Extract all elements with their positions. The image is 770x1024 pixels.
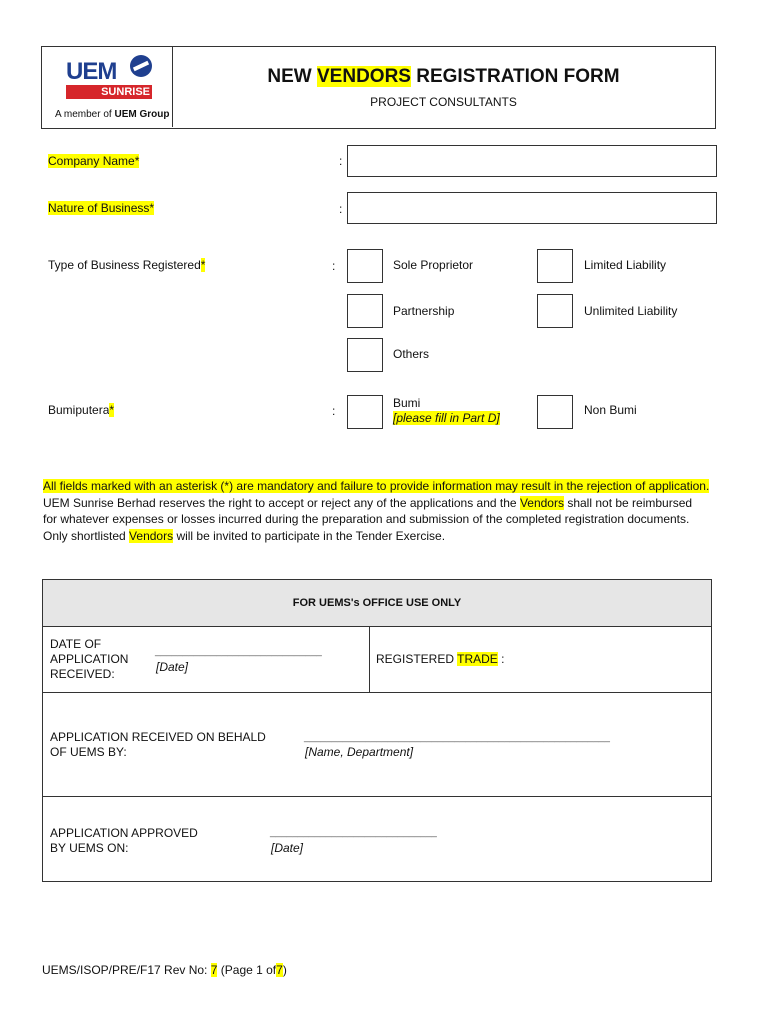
non-bumi-checkbox[interactable] [537, 395, 573, 429]
note-line-3: for whatever expenses or losses incurred during the preparation and submission of the completed registration documents. [43, 512, 690, 526]
company-name-field[interactable] [347, 145, 717, 177]
logo-brand: UEM [66, 58, 117, 85]
company-name-colon: : [339, 154, 343, 168]
nature-of-business-label: Nature of Business* [48, 201, 155, 215]
office-use-table [42, 579, 712, 882]
date-received-hint: [Date] [156, 660, 189, 674]
business-type-colon: : [332, 259, 336, 273]
unlimited-liability-checkbox[interactable] [537, 294, 573, 328]
logo [42, 47, 173, 127]
page-title: NEW VENDORS REGISTRATION FORM [267, 66, 620, 87]
received-by-hint: [Name, Department] [305, 745, 414, 759]
approved-on-label: APPLICATION APPROVED BY UEMS ON: [50, 826, 198, 855]
others-label: Others [393, 347, 430, 361]
logo-globe-icon [130, 55, 152, 77]
office-use-header: FOR UEMS's OFFICE USE ONLY [43, 580, 711, 627]
bumiputera-label: Bumiputera* [48, 403, 115, 417]
logo-sub: SUNRISE [66, 85, 152, 99]
registered-trade-label: REGISTERED TRADE : [376, 652, 505, 666]
row1-divider [369, 626, 370, 692]
partnership-checkbox[interactable] [347, 294, 383, 328]
page-footer: UEMS/ISOP/PRE/F17 Rev No: 7 (Page 1 of7) [42, 963, 287, 977]
partnership-label: Partnership [393, 304, 455, 318]
note-line-2: UEM Sunrise Berhad reserves the right to accept or reject any of the applications and the Vendors shall not be reimbursed [43, 495, 693, 510]
notes [43, 478, 733, 544]
bumi-note: [please fill in Part D] [393, 411, 500, 425]
logo-tagline: A member of UEM Group [55, 109, 170, 120]
date-received-label: DATE OF APPLICATION RECEIVED: [50, 637, 129, 681]
note-line-4: Only shortlisted Vendors will be invited to participate in the Tender Exercise. [43, 528, 446, 543]
received-by-label: APPLICATION RECEIVED ON BEHALD OF UEMS BY: [50, 730, 266, 759]
company-name-label: Company Name* [48, 154, 140, 168]
bumi-checkbox[interactable] [347, 395, 383, 429]
nature-of-business-colon: : [339, 202, 343, 216]
approved-on-hint: [Date] [271, 841, 304, 855]
bumi-label: Bumi [393, 396, 421, 410]
row1-bottom-border [43, 692, 711, 693]
business-type-label: Type of Business Registered* [48, 258, 206, 272]
sole-proprietor-label: Sole Proprietor [393, 258, 474, 272]
approved-on-line[interactable]: ______________________________ [270, 827, 437, 838]
date-received-line[interactable]: ______________________________ [155, 646, 322, 657]
limited-liability-checkbox[interactable] [537, 249, 573, 283]
limited-liability-label: Limited Liability [584, 258, 667, 272]
sole-proprietor-checkbox[interactable] [347, 249, 383, 283]
unlimited-liability-label: Unlimited Liability [584, 304, 678, 318]
mandatory-note: All fields marked with an asterisk (*) are mandatory and failure to provide information may result in the rejection of application. [43, 479, 710, 493]
nature-of-business-field[interactable] [347, 192, 717, 224]
header-box [41, 46, 716, 129]
received-by-line[interactable]: _______________________________________________________ [304, 732, 610, 743]
bumiputera-colon: : [332, 404, 336, 418]
row2-bottom-border [43, 796, 711, 797]
others-checkbox[interactable] [347, 338, 383, 372]
page-subtitle: PROJECT CONSULTANTS [370, 95, 517, 109]
non-bumi-label: Non Bumi [584, 403, 637, 417]
